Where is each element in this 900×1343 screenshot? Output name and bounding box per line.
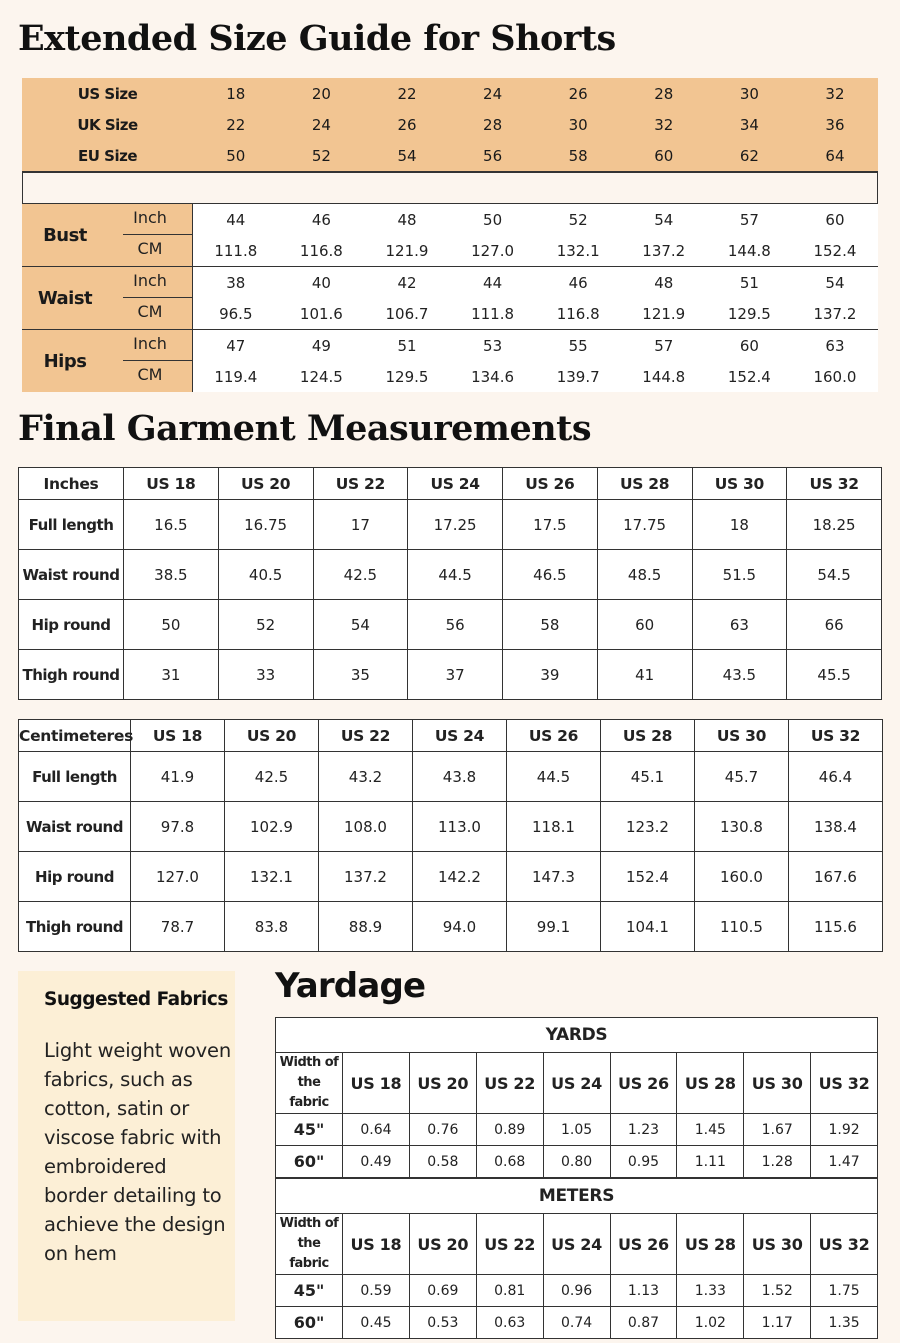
header-row [276, 1214, 878, 1275]
table-cell: 1.33 [677, 1275, 744, 1307]
suggested-fabrics-title: Suggested Fabrics [44, 989, 228, 1010]
table-cell: 1.47 [811, 1146, 878, 1178]
table-cell: 33 [218, 650, 313, 700]
size-value: 28 [654, 84, 674, 103]
size-column-header: US 22 [476, 1053, 543, 1114]
table-cell: 38.5 [124, 550, 219, 600]
size-value: 24 [311, 115, 331, 134]
table-cell: 1.05 [543, 1114, 610, 1146]
size-column-header: US 28 [677, 1053, 744, 1114]
measurement-value: 46 [311, 210, 331, 229]
final-measurements-inches-table [18, 467, 882, 700]
table-cell: 51.5 [692, 550, 787, 600]
unit-label-inch: Inch [123, 330, 192, 361]
unit-header: YARDS [276, 1018, 878, 1053]
table-cell: 132.1 [225, 852, 319, 902]
fabric-width: 60" [276, 1146, 343, 1178]
body-group-name: Waist [37, 287, 93, 309]
table-cell: 17.25 [408, 500, 503, 550]
table-cell: 43.8 [413, 752, 507, 802]
size-column-header: US 18 [343, 1053, 410, 1114]
table-cell: 94.0 [413, 902, 507, 952]
measurement-value: 144.8 [727, 241, 771, 260]
width-of-fabric-header: Width of the fabric [276, 1053, 343, 1114]
body-measurements [22, 204, 878, 392]
table-cell: 130.8 [695, 802, 789, 852]
table-cell: 17 [313, 500, 408, 550]
final-measurements-cm-table [18, 719, 883, 952]
size-value: 52 [311, 146, 331, 165]
measurement-value: 57 [654, 336, 674, 355]
table-cell: 45.7 [695, 752, 789, 802]
measurement-value: 53 [483, 336, 503, 355]
measurement-value: 137.2 [813, 304, 857, 323]
size-value: 58 [568, 146, 588, 165]
measurement-value: 47 [226, 336, 246, 355]
measurement-value: 144.8 [642, 367, 686, 386]
table-cell: 1.23 [610, 1114, 677, 1146]
measurement-value: 42 [397, 273, 417, 292]
table-cell: 123.2 [601, 802, 695, 852]
table-cell: 0.96 [543, 1275, 610, 1307]
measurement-value: 129.5 [385, 367, 429, 386]
measurement-value: 129.5 [727, 304, 771, 323]
size-row-label: UK Size [77, 115, 138, 134]
value-row-cm [193, 361, 878, 392]
measurement-value: 111.8 [214, 241, 258, 260]
unit-label-cm: CM [137, 302, 163, 321]
unit-labels [108, 267, 193, 329]
table-row [276, 1307, 878, 1339]
body-group-name: Bust [43, 224, 87, 246]
header-row [19, 468, 882, 500]
body-group-values-waist [193, 267, 878, 329]
size-value: 32 [825, 84, 845, 103]
measurement-value: 60 [825, 210, 845, 229]
unit-label-inch: Inch [123, 267, 192, 298]
table-cell: 42.5 [313, 550, 408, 600]
measurement-value: 54 [825, 273, 845, 292]
size-column-header: US 28 [597, 468, 692, 500]
size-value: 60 [654, 146, 674, 165]
measurement-value: 52 [568, 210, 588, 229]
size-column-header: US 24 [413, 720, 507, 752]
size-value: 64 [825, 146, 845, 165]
table-cell: 1.11 [677, 1146, 744, 1178]
table-cell: 104.1 [601, 902, 695, 952]
size-conversion-header [22, 78, 878, 171]
table-cell: 0.64 [343, 1114, 410, 1146]
unit-corner-cell: Inches [19, 468, 124, 500]
body-group-name: Hips [43, 350, 87, 372]
unit-corner-cell: Centimeteres [19, 720, 131, 752]
size-value: 30 [568, 115, 588, 134]
size-value: 62 [739, 146, 759, 165]
size-column-header: US 30 [695, 720, 789, 752]
yardage-title: Yardage [275, 966, 426, 1006]
table-cell: 56 [408, 600, 503, 650]
table-cell: 108.0 [319, 802, 413, 852]
table-cell: 18 [692, 500, 787, 550]
measurement-value: 127.0 [471, 241, 515, 260]
body-group-values-hips [193, 330, 878, 392]
table-cell: 152.4 [601, 852, 695, 902]
table-cell: 44.5 [507, 752, 601, 802]
size-column-header: US 18 [343, 1214, 410, 1275]
table-cell: 54.5 [787, 550, 882, 600]
table-cell: 78.7 [131, 902, 225, 952]
body-group-bust [22, 204, 193, 266]
row-label: Waist round [19, 802, 131, 852]
table-cell: 66 [787, 600, 882, 650]
size-column-header: US 18 [124, 468, 219, 500]
yardage-yards-table [275, 1017, 878, 1178]
size-value: 28 [483, 115, 503, 134]
table-cell: 1.28 [744, 1146, 811, 1178]
row-label: Hip round [19, 852, 131, 902]
table-cell: 1.75 [811, 1275, 878, 1307]
measurement-value: 55 [568, 336, 588, 355]
table-cell: 0.68 [476, 1146, 543, 1178]
table-cell: 31 [124, 650, 219, 700]
size-column-header: US 30 [744, 1053, 811, 1114]
table-row [276, 1114, 878, 1146]
size-value: 26 [568, 84, 588, 103]
value-row-inch [193, 330, 878, 361]
measurement-value: 54 [654, 210, 674, 229]
size-value: 22 [397, 84, 417, 103]
table-cell: 0.59 [343, 1275, 410, 1307]
table-cell: 110.5 [695, 902, 789, 952]
measurement-value: 101.6 [299, 304, 343, 323]
row-label: Full length [19, 500, 124, 550]
size-column-header: US 32 [811, 1214, 878, 1275]
measurement-value: 49 [311, 336, 331, 355]
table-cell: 97.8 [131, 802, 225, 852]
body-group-hips [22, 330, 193, 392]
table-cell: 1.02 [677, 1307, 744, 1339]
table-row [19, 902, 883, 952]
size-row-eu [22, 140, 878, 171]
table-cell: 147.3 [507, 852, 601, 902]
row-label: Hip round [19, 600, 124, 650]
table-cell: 41.9 [131, 752, 225, 802]
size-value: 22 [226, 115, 246, 134]
width-of-fabric-header: Width of the fabric [276, 1214, 343, 1275]
body-group-values-bust [193, 204, 878, 266]
table-cell: 1.52 [744, 1275, 811, 1307]
size-column-header: US 26 [503, 468, 598, 500]
size-row-label: US Size [77, 84, 138, 103]
value-row-cm [193, 235, 878, 266]
size-value: 24 [483, 84, 503, 103]
table-cell: 0.89 [476, 1114, 543, 1146]
suggested-fabrics-panel [18, 971, 235, 1321]
size-column-header: US 30 [692, 468, 787, 500]
measurement-value: 139.7 [556, 367, 600, 386]
table-cell: 44.5 [408, 550, 503, 600]
size-guide-table [22, 78, 878, 392]
table-cell: 63 [692, 600, 787, 650]
table-cell: 113.0 [413, 802, 507, 852]
table-cell: 167.6 [789, 852, 883, 902]
table-row [19, 752, 883, 802]
fabric-width: 45" [276, 1275, 343, 1307]
size-value: 34 [739, 115, 759, 134]
measurement-value: 121.9 [642, 304, 686, 323]
size-column-header: US 22 [313, 468, 408, 500]
size-column-header: US 26 [610, 1053, 677, 1114]
measurement-value: 51 [739, 273, 759, 292]
table-row [19, 650, 882, 700]
measurement-value: 132.1 [556, 241, 600, 260]
size-column-header: US 26 [610, 1214, 677, 1275]
table-cell: 45.1 [601, 752, 695, 802]
measurement-value: 48 [654, 273, 674, 292]
table-row [19, 550, 882, 600]
table-cell: 46.4 [789, 752, 883, 802]
table-cell: 83.8 [225, 902, 319, 952]
table-cell: 60 [597, 600, 692, 650]
table-cell: 54 [313, 600, 408, 650]
table-cell: 118.1 [507, 802, 601, 852]
suggested-fabrics-text: Light weight woven fabrics, such as cotton, satin or viscose fabric with embroidered border detailing to achieve the design on hem [44, 1039, 231, 1265]
table-cell: 39 [503, 650, 598, 700]
size-value: 32 [654, 115, 674, 134]
table-cell: 18.25 [787, 500, 882, 550]
unit-row [276, 1179, 878, 1214]
table-cell: 1.17 [744, 1307, 811, 1339]
body-group-waist [22, 267, 193, 329]
size-column-header: US 22 [319, 720, 413, 752]
table-cell: 43.5 [692, 650, 787, 700]
size-value: 56 [483, 146, 503, 165]
table-cell: 0.53 [409, 1307, 476, 1339]
size-column-header: US 24 [543, 1214, 610, 1275]
row-label: Thigh round [19, 650, 124, 700]
table-cell: 142.2 [413, 852, 507, 902]
size-row-us [22, 78, 878, 109]
table-cell: 0.87 [610, 1307, 677, 1339]
header-row [276, 1053, 878, 1114]
table-row [19, 852, 883, 902]
unit-label-inch: Inch [123, 204, 192, 235]
size-column-header: US 32 [789, 720, 883, 752]
size-row-uk [22, 109, 878, 140]
measurement-value: 121.9 [385, 241, 429, 260]
table-cell: 102.9 [225, 802, 319, 852]
measurement-value: 50 [483, 210, 503, 229]
table-cell: 17.5 [503, 500, 598, 550]
table-cell: 48.5 [597, 550, 692, 600]
table-cell: 127.0 [131, 852, 225, 902]
size-value: 20 [311, 84, 331, 103]
table-cell: 0.76 [409, 1114, 476, 1146]
table-cell: 0.49 [343, 1146, 410, 1178]
unit-labels [108, 330, 193, 392]
value-row-inch [193, 204, 878, 235]
unit-label-cm: CM [137, 239, 163, 258]
row-label: Waist round [19, 550, 124, 600]
size-value: 54 [397, 146, 417, 165]
table-cell: 137.2 [319, 852, 413, 902]
table-cell: 0.45 [343, 1307, 410, 1339]
measurement-value: 44 [226, 210, 246, 229]
measurement-value: 119.4 [214, 367, 258, 386]
measurement-value: 124.5 [299, 367, 343, 386]
unit-row [276, 1018, 878, 1053]
row-label: Full length [19, 752, 131, 802]
size-column-header: US 32 [811, 1053, 878, 1114]
size-value: 30 [739, 84, 759, 103]
measurement-value: 134.6 [471, 367, 515, 386]
table-cell: 40.5 [218, 550, 313, 600]
table-cell: 58 [503, 600, 598, 650]
row-label: Thigh round [19, 902, 131, 952]
body-measurement-values [193, 204, 878, 392]
measurement-value: 63 [825, 336, 845, 355]
table-cell: 0.74 [543, 1307, 610, 1339]
table-cell: 0.81 [476, 1275, 543, 1307]
measurement-value: 60 [739, 336, 759, 355]
measurement-value: 40 [311, 273, 331, 292]
table-cell: 50 [124, 600, 219, 650]
table-row [276, 1146, 878, 1178]
size-column-header: US 22 [476, 1214, 543, 1275]
measurement-value: 57 [739, 210, 759, 229]
size-column-header: US 20 [409, 1214, 476, 1275]
table-cell: 115.6 [789, 902, 883, 952]
size-column-header: US 18 [131, 720, 225, 752]
table-cell: 35 [313, 650, 408, 700]
size-guide-title: Extended Size Guide for Shorts [18, 18, 616, 59]
measurement-value: 152.4 [727, 367, 771, 386]
table-cell: 0.69 [409, 1275, 476, 1307]
measurement-value: 137.2 [642, 241, 686, 260]
size-value: 18 [226, 84, 246, 103]
measurement-value: 46 [568, 273, 588, 292]
table-cell: 0.63 [476, 1307, 543, 1339]
table-cell: 17.75 [597, 500, 692, 550]
table-cell: 138.4 [789, 802, 883, 852]
measurement-value: 51 [397, 336, 417, 355]
unit-header: METERS [276, 1179, 878, 1214]
table-cell: 43.2 [319, 752, 413, 802]
fabric-width: 60" [276, 1307, 343, 1339]
yardage-meters-table [275, 1178, 878, 1339]
measurement-value: 116.8 [299, 241, 343, 260]
measurement-value: 44 [483, 273, 503, 292]
table-cell: 16.75 [218, 500, 313, 550]
table-cell: 160.0 [695, 852, 789, 902]
table-cell: 0.80 [543, 1146, 610, 1178]
table-cell: 1.45 [677, 1114, 744, 1146]
table-cell: 1.67 [744, 1114, 811, 1146]
table-row [19, 500, 882, 550]
size-column-header: US 24 [408, 468, 503, 500]
table-cell: 16.5 [124, 500, 219, 550]
size-column-header: US 24 [543, 1053, 610, 1114]
table-cell: 88.9 [319, 902, 413, 952]
measurement-value: 116.8 [556, 304, 600, 323]
table-cell: 99.1 [507, 902, 601, 952]
size-value: 50 [226, 146, 246, 165]
table-cell: 42.5 [225, 752, 319, 802]
size-column-header: US 20 [225, 720, 319, 752]
table-cell: 1.92 [811, 1114, 878, 1146]
header-row [19, 720, 883, 752]
size-column-header: US 28 [601, 720, 695, 752]
table-cell: 1.13 [610, 1275, 677, 1307]
unit-label-cm: CM [137, 365, 163, 384]
size-guide-spacer [22, 171, 878, 204]
measurement-value: 38 [226, 273, 246, 292]
table-row [276, 1275, 878, 1307]
body-measurement-labels [22, 204, 193, 392]
measurement-value: 160.0 [813, 367, 857, 386]
table-cell: 37 [408, 650, 503, 700]
table-cell: 0.95 [610, 1146, 677, 1178]
table-cell: 45.5 [787, 650, 882, 700]
unit-labels [108, 204, 193, 266]
size-row-label: EU Size [78, 146, 137, 165]
size-column-header: US 26 [507, 720, 601, 752]
measurement-value: 96.5 [219, 304, 253, 323]
measurement-value: 48 [397, 210, 417, 229]
fabric-width: 45" [276, 1114, 343, 1146]
table-cell: 52 [218, 600, 313, 650]
table-cell: 46.5 [503, 550, 598, 600]
final-measurements-title: Final Garment Measurements [18, 408, 592, 449]
table-row [19, 802, 883, 852]
size-value: 36 [825, 115, 845, 134]
value-row-cm [193, 298, 878, 329]
table-cell: 0.58 [409, 1146, 476, 1178]
size-column-header: US 20 [218, 468, 313, 500]
measurement-value: 152.4 [813, 241, 857, 260]
table-cell: 1.35 [811, 1307, 878, 1339]
size-column-header: US 28 [677, 1214, 744, 1275]
measurement-value: 106.7 [385, 304, 429, 323]
value-row-inch [193, 267, 878, 298]
size-column-header: US 30 [744, 1214, 811, 1275]
table-cell: 41 [597, 650, 692, 700]
size-value: 26 [397, 115, 417, 134]
table-row [19, 600, 882, 650]
measurement-value: 111.8 [471, 304, 515, 323]
size-column-header: US 32 [787, 468, 882, 500]
size-column-header: US 20 [409, 1053, 476, 1114]
